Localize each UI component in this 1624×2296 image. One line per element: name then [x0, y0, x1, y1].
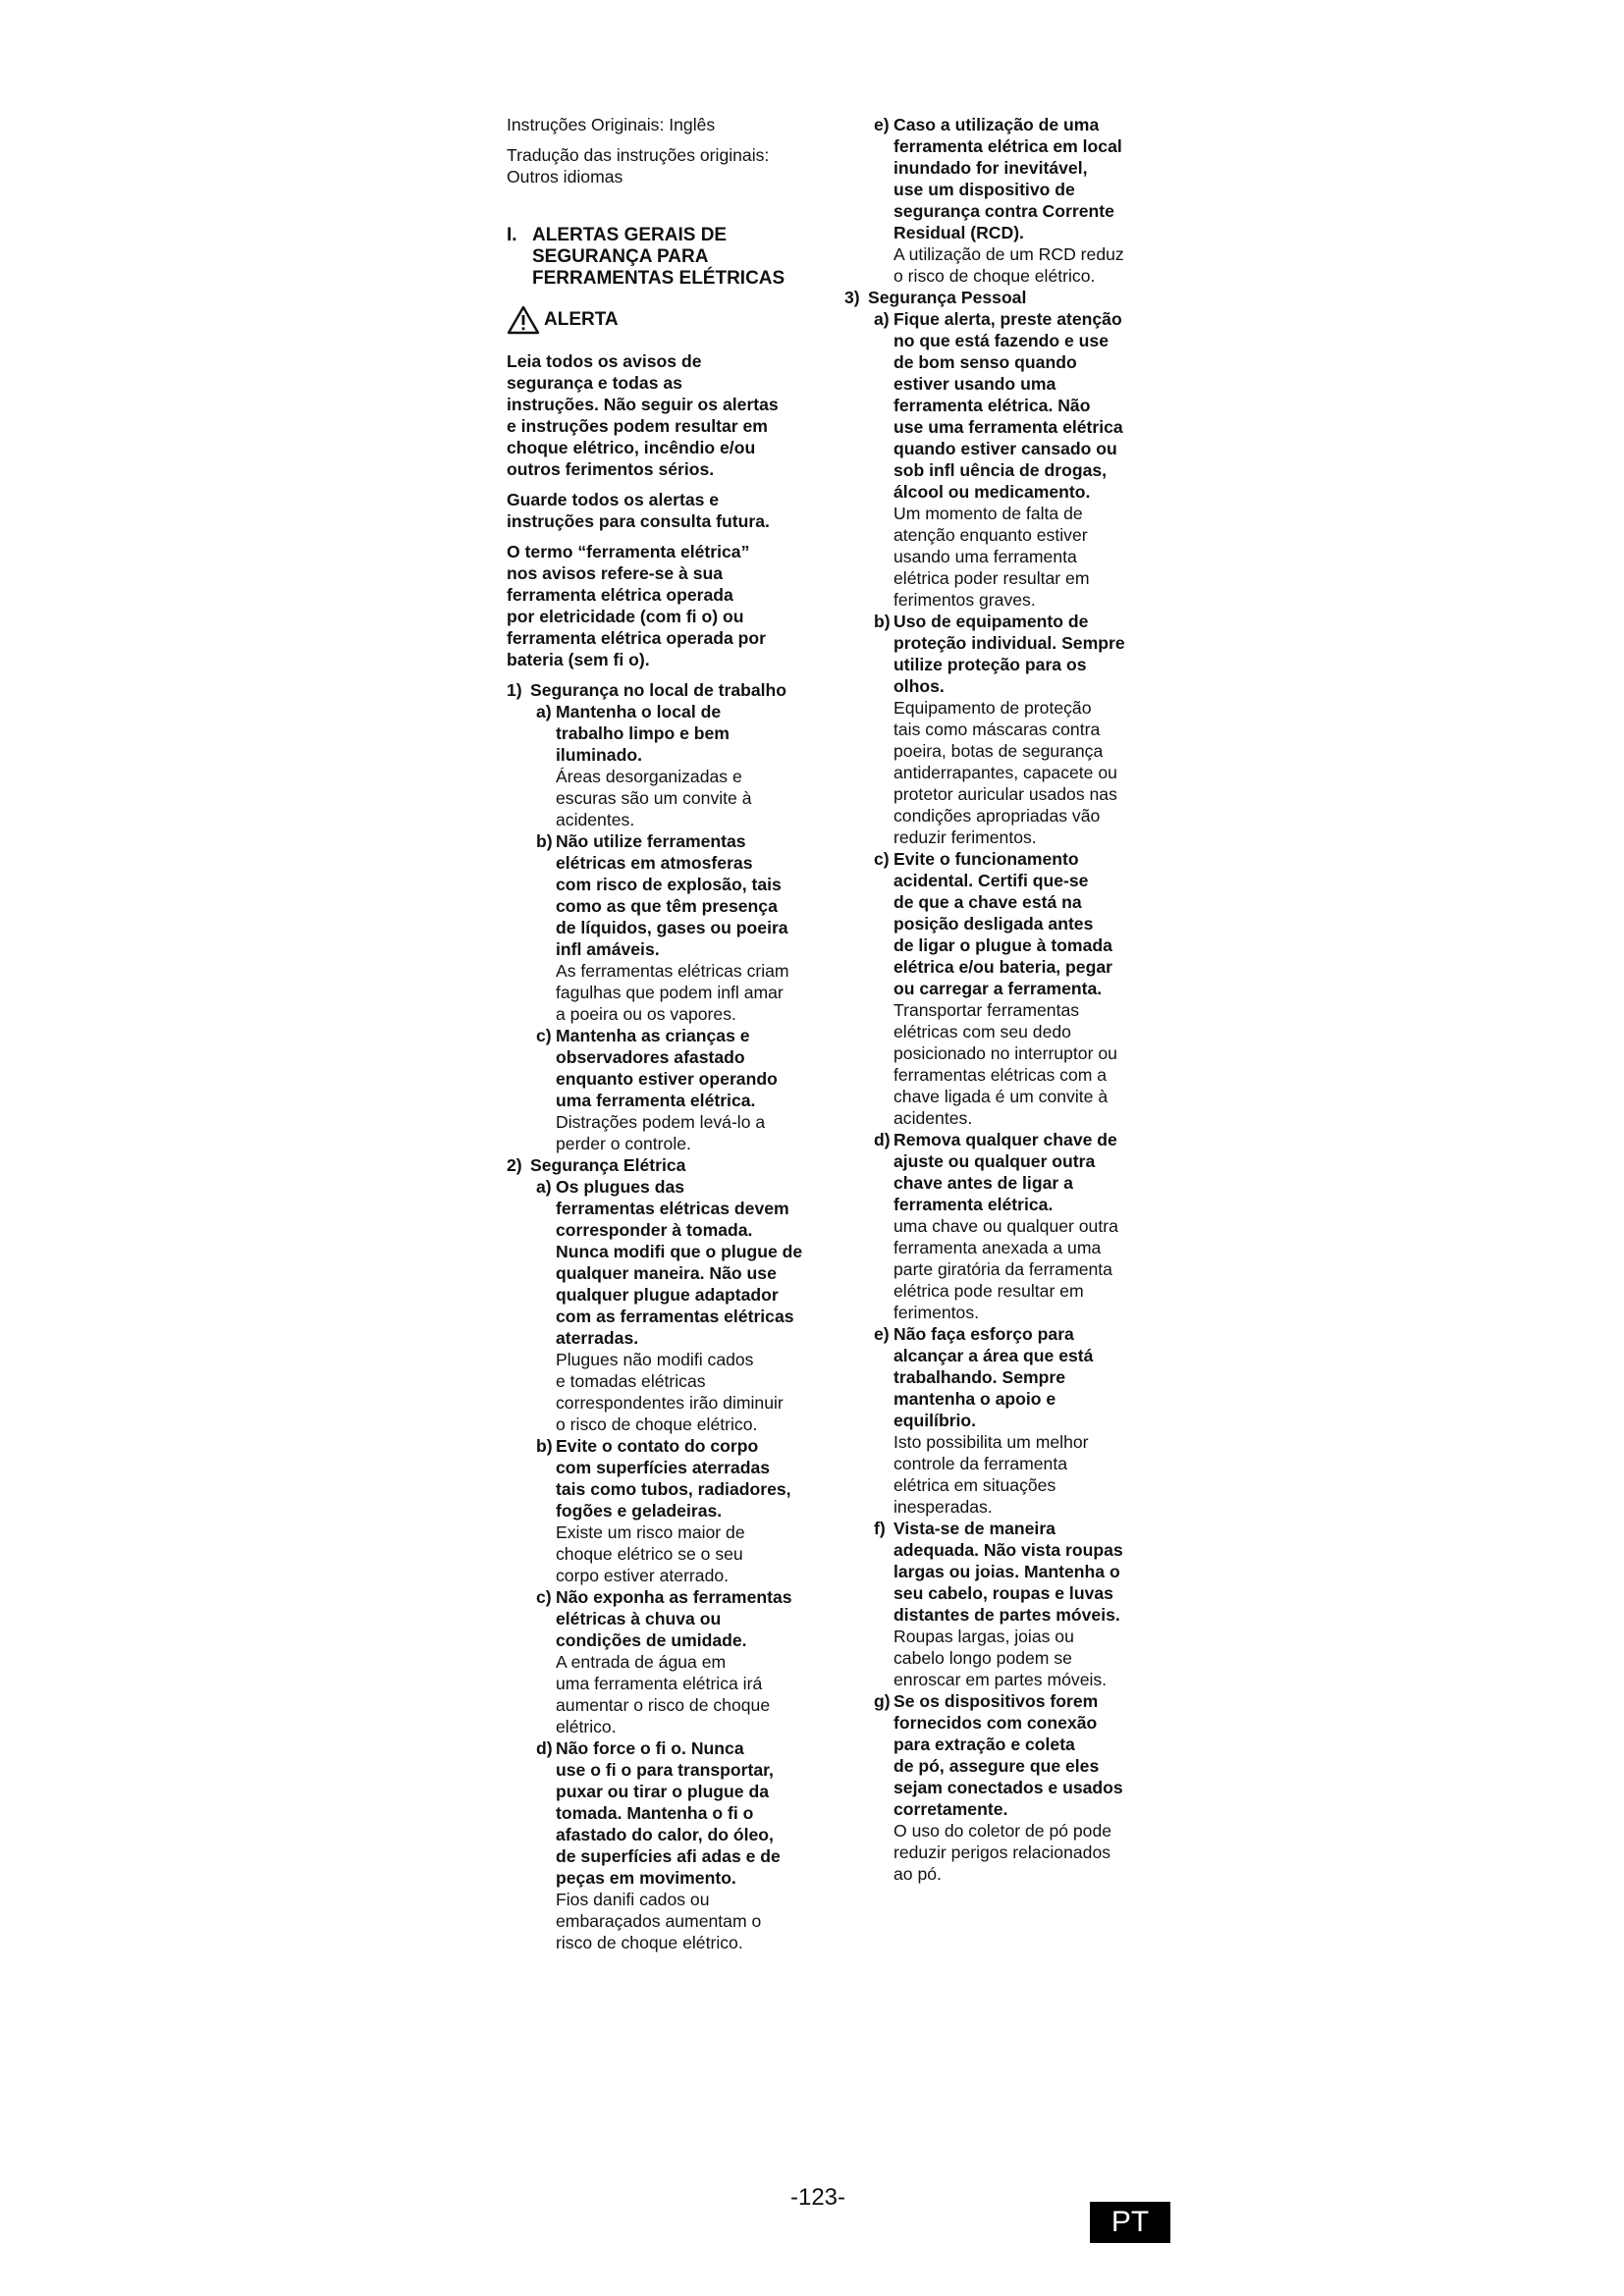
item-title-line: enquanto estiver operando [556, 1069, 778, 1089]
item-title-line: de pó, assegure que eles [893, 1756, 1100, 1776]
item-title-line: elétricas em atmosferas [556, 853, 753, 873]
item-description-line: reduzir perigos relacionados [893, 1842, 1111, 1862]
warning-paragraph [507, 350, 840, 480]
section-title [507, 679, 840, 701]
item-description-line: ao pó. [893, 1864, 942, 1884]
item-description-line: O uso do coletor de pó pode [893, 1821, 1112, 1841]
item-title-line: Evite o funcionamento [893, 849, 1079, 869]
list-item [536, 1586, 840, 1737]
item-description-line: enroscar em partes móveis. [893, 1670, 1108, 1689]
item-description-line: o risco de choque elétrico. [556, 1415, 758, 1434]
item-title-line: adequada. Não vista roupas [893, 1540, 1123, 1560]
warning-line: ferramenta elétrica operada por [507, 628, 767, 648]
item-title-line: posição desligada antes [893, 914, 1094, 934]
item-title-line: iluminado. [556, 745, 642, 765]
item-description-line: inesperadas. [893, 1497, 993, 1517]
page-number: -123- [789, 2184, 846, 2211]
item-label: e) [874, 1324, 890, 1344]
item-title-line: ferramenta elétrica. [893, 1195, 1054, 1214]
item-title-line: Mantenha o local de [556, 702, 722, 721]
heading-line: SEGURANÇA PARA [532, 246, 709, 267]
alert-label: ALERTA [544, 309, 619, 330]
item-title-line: Não utilize ferramentas [556, 831, 746, 851]
item-description-line: elétrica poder resultar em [893, 568, 1090, 588]
item-description-line: usando uma ferramenta [893, 547, 1077, 566]
item-title-line: observadores afastado [556, 1047, 745, 1067]
item-description-line: uma ferramenta elétrica irá [556, 1674, 763, 1693]
item-description-line: risco de choque elétrico. [556, 1933, 743, 1952]
item-title-line: corretamente. [893, 1799, 1008, 1819]
item-title-line: proteção individual. Sempre [893, 633, 1125, 653]
section-number: 3) [844, 288, 860, 307]
item-title-line: alcançar a área que está [893, 1346, 1094, 1365]
section-number: 1) [507, 680, 522, 700]
item-title-line: inundado for inevitável, [893, 158, 1088, 178]
item-title-line: ajuste ou qualquer outra [893, 1151, 1096, 1171]
item-title-line: para extração e coleta [893, 1735, 1075, 1754]
item-title-line: ou carregar a ferramenta. [893, 979, 1103, 998]
item-title-line: uma ferramenta elétrica. [556, 1091, 756, 1110]
item-label: f) [874, 1519, 886, 1538]
list-item [874, 1690, 1184, 1885]
item-title-line: de ligar o plugue à tomada [893, 935, 1112, 955]
item-title-line: puxar ou tirar o plugue da [556, 1782, 770, 1801]
heading-line: ALERTAS GERAIS DE [532, 225, 728, 245]
list-item [536, 1737, 840, 1953]
item-description-line: Fios danifi cados ou [556, 1890, 710, 1909]
item-description-line: correspondentes irão diminuir [556, 1393, 784, 1413]
warning-line: ferramenta elétrica operada [507, 585, 733, 605]
item-description-line: Distrações podem levá-lo a [556, 1112, 766, 1132]
item-title-line: quando estiver cansado ou [893, 439, 1117, 458]
item-description-line: aumentar o risco de choque [556, 1695, 771, 1715]
item-title-line: use uma ferramenta elétrica [893, 417, 1123, 437]
warning-line: e instruções podem resultar em [507, 416, 768, 436]
item-description-line: elétrica em situações [893, 1475, 1056, 1495]
right-column [844, 114, 1184, 1885]
item-title-line: fogões e geladeiras. [556, 1501, 723, 1521]
item-title-line: Não force o fi o. Nunca [556, 1738, 744, 1758]
item-description-line: ferimentos. [893, 1303, 980, 1322]
list-item [874, 1323, 1184, 1518]
item-label: c) [536, 1587, 552, 1607]
intro-other-languages: Outros idiomas [507, 167, 623, 187]
item-title-line: no que está fazendo e use [893, 331, 1109, 350]
list-item [874, 1518, 1184, 1690]
item-title-line: estiver usando uma [893, 374, 1056, 394]
item-title-line: Mantenha as crianças e [556, 1026, 750, 1045]
warning-line: choque elétrico, incêndio e/ou [507, 438, 756, 457]
item-description-line: uma chave ou qualquer outra [893, 1216, 1118, 1236]
item-title-line: fornecidos com conexão [893, 1713, 1098, 1733]
item-description-line: cabelo longo podem se [893, 1648, 1072, 1668]
item-label: a) [536, 702, 552, 721]
item-title-line: com superfícies aterradas [556, 1458, 771, 1477]
list-item [874, 611, 1184, 848]
item-description-line: fagulhas que podem infl amar [556, 983, 784, 1002]
item-title-line: de líquidos, gases ou poeira [556, 918, 788, 937]
item-description-line: Áreas desorganizadas e [556, 767, 742, 786]
item-description-line: o risco de choque elétrico. [893, 266, 1096, 286]
item-title-line: Uso de equipamento de [893, 612, 1089, 631]
item-title-line: Caso a utilização de uma [893, 115, 1100, 134]
warning-line: O termo “ferramenta elétrica” [507, 542, 750, 561]
list-item [874, 848, 1184, 1129]
item-title-line: com as ferramentas elétricas [556, 1307, 794, 1326]
item-description-line: a poeira ou os vapores. [556, 1004, 736, 1024]
item-title-line: ferramenta elétrica em local [893, 136, 1122, 156]
item-title-line: de que a chave está na [893, 892, 1082, 912]
item-description-line: parte giratória da ferramenta [893, 1259, 1112, 1279]
heading-number: I. [507, 225, 517, 245]
item-description-line: Existe um risco maior de [556, 1522, 745, 1542]
item-description-line: protetor auricular usados nas [893, 784, 1117, 804]
item-description-line: elétricas com seu dedo [893, 1022, 1071, 1041]
warning-paragraph [507, 489, 840, 532]
warning-line: bateria (sem fi o). [507, 650, 650, 669]
item-description-line: Plugues não modifi cados [556, 1350, 754, 1369]
item-title-line: largas ou joias. Mantenha o [893, 1562, 1120, 1581]
item-title-line: acidental. Certifi que-se [893, 871, 1089, 890]
warning-triangle-icon [507, 305, 540, 335]
item-title-line: elétrica e/ou bateria, pegar [893, 957, 1112, 977]
item-description-line: poeira, botas de segurança [893, 741, 1104, 761]
item-title-line: Se os dispositivos forem [893, 1691, 1099, 1711]
section-title-text: Segurança Elétrica [530, 1155, 686, 1175]
item-description-line: Um momento de falta de [893, 504, 1083, 523]
item-title-line: use o fi o para transportar, [556, 1760, 774, 1780]
item-title-line: ferramentas elétricas devem [556, 1199, 789, 1218]
section-personal-safety [844, 287, 1184, 1885]
section-title [844, 287, 1184, 308]
item-title-line: equilíbrio. [893, 1411, 977, 1430]
item-title-line: de bom senso quando [893, 352, 1077, 372]
item-description-line: As ferramentas elétricas criam [556, 961, 789, 981]
section-number: 2) [507, 1155, 522, 1175]
item-title-line: álcool ou medicamento. [893, 482, 1091, 502]
item-description-line: ferimentos graves. [893, 590, 1036, 610]
alert-heading [507, 305, 840, 335]
item-title-line: utilize proteção para os [893, 655, 1087, 674]
item-description-line: ferramentas elétricas com a [893, 1065, 1108, 1085]
item-description-line: Equipamento de proteção [893, 698, 1092, 718]
general-warnings [507, 350, 840, 670]
item-description-line: A entrada de água em [556, 1652, 727, 1672]
item-title-line: afastado do calor, do óleo, [556, 1825, 774, 1844]
item-title-line: trabalho limpo e bem [556, 723, 730, 743]
item-title-line: Vista-se de maneira [893, 1519, 1056, 1538]
item-label: d) [874, 1130, 891, 1149]
item-title-line: Não faça esforço para [893, 1324, 1074, 1344]
warning-line: outros ferimentos sérios. [507, 459, 715, 479]
section-heading [507, 225, 840, 290]
item-description-line: condições apropriadas vão [893, 806, 1101, 826]
left-sections [507, 679, 840, 1953]
item-label: b) [536, 831, 553, 851]
warning-line: Leia todos os avisos de [507, 351, 702, 371]
list-item [874, 308, 1184, 611]
item-title-line: Evite o contato do corpo [556, 1436, 759, 1456]
item-description-line: chave ligada é um convite à [893, 1087, 1109, 1106]
item-description-line: embaraçados aumentam o [556, 1911, 762, 1931]
warning-line: nos avisos refere-se à sua [507, 563, 724, 583]
item-description-line: perder o controle. [556, 1134, 691, 1153]
intro-original-language: Instruções Originais: Inglês [507, 115, 716, 134]
item-label: c) [536, 1026, 552, 1045]
warning-line: segurança e todas as [507, 373, 682, 393]
item-label: e) [874, 115, 890, 134]
item-description-line: elétrica pode resultar em [893, 1281, 1084, 1301]
item-title-line: Os plugues das [556, 1177, 685, 1197]
item-description-line: escuras são um convite à [556, 788, 752, 808]
warning-paragraph [507, 541, 840, 670]
item-description-line: tais como máscaras contra [893, 720, 1101, 739]
item-description-line: corpo estiver aterrado. [556, 1566, 730, 1585]
item-title-line: sejam conectados e usados [893, 1778, 1123, 1797]
item-label: a) [536, 1177, 552, 1197]
item-label: b) [874, 612, 891, 631]
item-description-line: e tomadas elétricas [556, 1371, 706, 1391]
item-label: c) [874, 849, 890, 869]
item-label: b) [536, 1436, 553, 1456]
list-item [536, 830, 840, 1025]
item-title-line: sob infl uência de drogas, [893, 460, 1108, 480]
item-title-line: distantes de partes móveis. [893, 1605, 1120, 1625]
item-label: d) [536, 1738, 553, 1758]
item-title-line: aterradas. [556, 1328, 639, 1348]
item-title-line: Fique alerta, preste atenção [893, 309, 1122, 329]
list-item [536, 1176, 840, 1435]
list-item [874, 114, 1184, 287]
item-description-line: controle da ferramenta [893, 1454, 1068, 1473]
right-continued-items [844, 114, 1184, 287]
item-title-line: chave antes de ligar a [893, 1173, 1073, 1193]
item-title-line: Residual (RCD). [893, 223, 1024, 242]
item-description-line: ferramenta anexada a uma [893, 1238, 1102, 1257]
item-title-line: Remova qualquer chave de [893, 1130, 1117, 1149]
warning-line: instruções. Não seguir os alertas [507, 395, 779, 414]
item-title-line: infl amáveis. [556, 939, 660, 959]
item-title-line: mantenha o apoio e [893, 1389, 1056, 1409]
item-title-line: tomada. Mantenha o fi o [556, 1803, 754, 1823]
item-title-line: seu cabelo, roupas e luvas [893, 1583, 1113, 1603]
item-description-line: Transportar ferramentas [893, 1000, 1080, 1020]
item-title-line: de superfícies afi adas e de [556, 1846, 781, 1866]
item-title-line: elétricas à chuva ou [556, 1609, 722, 1629]
item-title-line: ferramenta elétrica. Não [893, 396, 1091, 415]
item-description-line: A utilização de um RCD reduz [893, 244, 1124, 264]
item-description-line: Roupas largas, joias ou [893, 1627, 1074, 1646]
section-title-text: Segurança no local de trabalho [530, 680, 787, 700]
item-title-line: peças em movimento. [556, 1868, 736, 1888]
item-description-line: acidentes. [893, 1108, 973, 1128]
section-title-text: Segurança Pessoal [868, 288, 1027, 307]
item-description-line: acidentes. [556, 810, 635, 829]
item-description-line: elétrico. [556, 1717, 617, 1736]
item-title-line: Nunca modifi que o plugue de [556, 1242, 803, 1261]
item-label: g) [874, 1691, 891, 1711]
language-badge: PT [1090, 2202, 1170, 2243]
item-title-line: tais como tubos, radiadores, [556, 1479, 791, 1499]
item-title-line: Não exponha as ferramentas [556, 1587, 792, 1607]
item-title-line: trabalhando. Sempre [893, 1367, 1066, 1387]
item-description-line: reduzir ferimentos. [893, 828, 1037, 847]
item-description-line: choque elétrico se o seu [556, 1544, 743, 1564]
item-title-line: use um dispositivo de [893, 180, 1075, 199]
item-description-line: atenção enquanto estiver [893, 525, 1088, 545]
warning-line: instruções para consulta futura. [507, 511, 770, 531]
list-item [874, 1129, 1184, 1323]
item-title-line: qualquer maneira. Não use [556, 1263, 777, 1283]
intro-translation-line: Tradução das instruções originais: [507, 145, 770, 165]
item-description-line: posicionado no interruptor ou [893, 1043, 1117, 1063]
warning-line: Guarde todos os alertas e [507, 490, 720, 509]
item-title-line: corresponder à tomada. [556, 1220, 753, 1240]
item-title-line: olhos. [893, 676, 945, 696]
list-item [536, 701, 840, 830]
item-title-line: condições de umidade. [556, 1630, 747, 1650]
list-item [536, 1435, 840, 1586]
left-column [507, 114, 840, 1953]
list-item [536, 1025, 840, 1154]
item-title-line: como as que têm presença [556, 896, 778, 916]
item-label: a) [874, 309, 890, 329]
section-title [507, 1154, 840, 1176]
item-description-line: antiderrapantes, capacete ou [893, 763, 1117, 782]
warning-line: por eletricidade (com fi o) ou [507, 607, 744, 626]
item-title-line: segurança contra Corrente [893, 201, 1114, 221]
item-title-line: qualquer plugue adaptador [556, 1285, 779, 1305]
item-title-line: com risco de explosão, tais [556, 875, 782, 894]
heading-line: FERRAMENTAS ELÉTRICAS [532, 268, 785, 289]
item-description-line: Isto possibilita um melhor [893, 1432, 1089, 1452]
